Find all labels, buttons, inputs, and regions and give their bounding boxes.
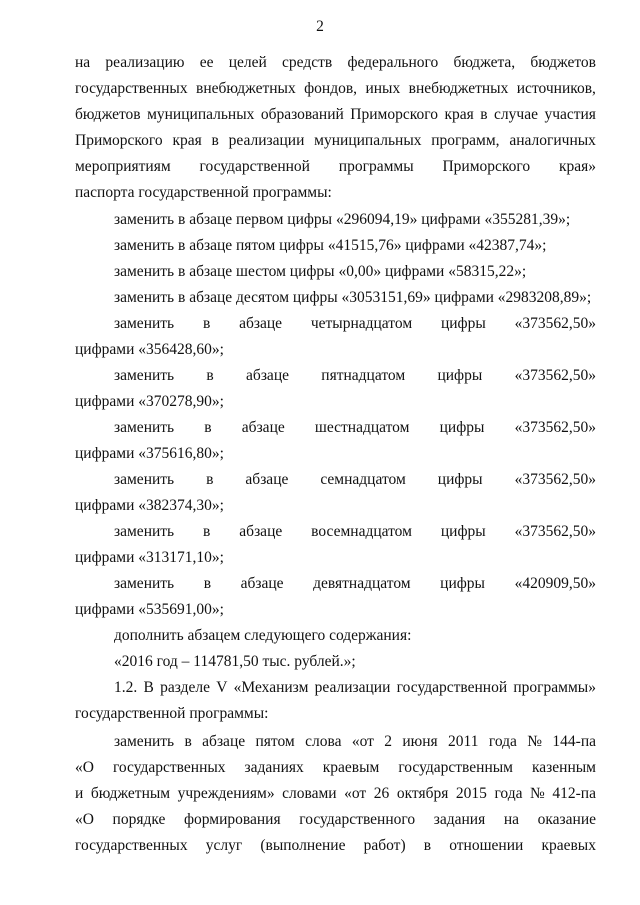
word: заменить (114, 575, 175, 592)
word: в (202, 315, 211, 332)
word: 144-па (552, 733, 596, 750)
word: «О (75, 759, 94, 776)
page-number: 2 (316, 18, 324, 35)
item-tail: цифрами «382374,30»; (75, 497, 224, 514)
word: в (211, 132, 219, 149)
word: края (444, 106, 474, 123)
text-line: государственной программы: (75, 705, 269, 722)
word: случае (494, 106, 538, 123)
word: 412-па (552, 785, 596, 802)
word: июня (402, 733, 438, 750)
item-line (114, 521, 596, 543)
word: абзаце (246, 367, 289, 384)
item-line (114, 313, 596, 335)
word: «373562,50» (514, 315, 596, 332)
item-line (114, 469, 596, 491)
word: аналогичных (509, 132, 596, 149)
item-line (114, 417, 596, 439)
text-line (75, 835, 596, 857)
word: образований (260, 106, 344, 123)
item-tail: цифрами «356428,60»; (75, 341, 224, 358)
word: пятом (255, 733, 295, 750)
word: на (503, 811, 519, 828)
text-line (75, 78, 596, 100)
word: словами (282, 785, 337, 802)
word: отношении (449, 837, 524, 854)
word: заменить (114, 367, 175, 384)
word: реализации (314, 679, 391, 696)
word: краевым (322, 759, 380, 776)
word: слова (305, 733, 342, 750)
word: «373562,50» (514, 471, 596, 488)
word: 2 (384, 733, 393, 750)
item-tail: цифрами «535691,00»; (75, 601, 224, 618)
text-line (75, 783, 596, 805)
word: бюджета, (453, 54, 516, 71)
word: участия (544, 106, 596, 123)
word: № (530, 785, 545, 802)
word: абзаце (239, 315, 283, 332)
word: шестнадцатом (314, 419, 410, 436)
text-line (75, 757, 596, 779)
word: абзаце (202, 733, 246, 750)
text-line: паспорта государственной программы: (75, 184, 332, 201)
word: внебюджетных (196, 80, 296, 97)
word: (выполнение (260, 837, 346, 854)
word: в (206, 367, 214, 384)
word: Приморского (75, 132, 163, 149)
word: краевых (541, 837, 596, 854)
word: 2015 (455, 785, 487, 802)
word: 2011 (448, 733, 479, 750)
word: заменить (114, 315, 175, 332)
word: реализацию (105, 54, 185, 71)
word: государственной (396, 679, 508, 696)
word: порядке (112, 811, 166, 828)
word: Приморского (350, 106, 438, 123)
word: заменить (114, 419, 175, 436)
word: программы (338, 158, 414, 175)
word: программ, (431, 132, 500, 149)
word: В (143, 679, 154, 696)
word: «от (344, 785, 367, 802)
word: государственных (75, 80, 188, 97)
word: в (206, 471, 214, 488)
word: цифры (440, 523, 486, 540)
word: бюджетным (90, 785, 171, 802)
year-line: «2016 год – 114781,50 тыс. рублей.»; (114, 653, 356, 670)
section-heading-line (114, 677, 596, 699)
word: в (480, 106, 488, 123)
word: 1.2. (114, 679, 138, 696)
text-line (75, 130, 596, 152)
word: в (203, 523, 211, 540)
word: V (216, 679, 228, 696)
word: бюджетов (75, 106, 141, 123)
word: «373562,50» (514, 419, 596, 436)
word: внебюджетных (408, 80, 509, 97)
word: задания (433, 811, 486, 828)
word: формирования (183, 811, 281, 828)
word: государственным (398, 759, 513, 776)
word: в (423, 837, 432, 854)
word: ее (199, 54, 214, 71)
word: в (203, 575, 212, 592)
word: муниципальных (314, 132, 422, 149)
word: реализации (228, 132, 305, 149)
word: абзаце (245, 471, 289, 488)
word: разделе (160, 679, 210, 696)
word: 26 (373, 785, 390, 802)
word: в (184, 733, 192, 750)
word: мероприятиям (75, 158, 171, 175)
text-line (75, 156, 596, 178)
word: государственных (75, 837, 188, 854)
word: края (172, 132, 202, 149)
text-line (75, 809, 596, 831)
word: средств (282, 54, 333, 71)
word: бюджетов (530, 54, 596, 71)
word: восемнадцатом (311, 523, 412, 540)
word: года (488, 733, 517, 750)
word: № (527, 733, 543, 750)
word: «от (351, 733, 374, 750)
text-line (114, 731, 596, 753)
word: заменить (114, 471, 175, 488)
word: программы» (513, 679, 596, 696)
item-line (114, 365, 596, 387)
word: края» (558, 158, 596, 175)
text-line (75, 52, 596, 74)
word: заданиях (244, 759, 304, 776)
text-line (75, 104, 596, 126)
word: целей (228, 54, 267, 71)
word: федерального (347, 54, 439, 71)
word: «Механизм (233, 679, 309, 696)
word: заменить (114, 523, 175, 540)
word: «О (75, 811, 94, 828)
word: девятнадцатом (313, 575, 411, 592)
word: «373562,50» (514, 523, 596, 540)
item-line: заменить в абзаце десятом цифры «3053151,69» цифрами «2983208,89»; (114, 289, 592, 306)
word: на (75, 54, 91, 71)
item-tail: цифрами «370278,90»; (75, 393, 224, 410)
word: «373562,50» (514, 367, 596, 384)
word: заменить (114, 733, 175, 750)
item-line: заменить в абзаце шестом цифры «0,00» цифрами «58315,22»; (114, 263, 527, 280)
item-tail: цифрами «313171,10»; (75, 549, 224, 566)
item-tail: цифрами «375616,80»; (75, 445, 224, 462)
word: работ) (363, 837, 406, 854)
word: и (75, 785, 84, 802)
word: государственного (299, 811, 416, 828)
word: муниципальных (147, 106, 255, 123)
word: оказание (537, 811, 596, 828)
word: цифры (439, 419, 485, 436)
word: фондов, (304, 80, 358, 97)
word: цифры (437, 471, 483, 488)
word: абзаце (240, 575, 284, 592)
word: четырнадцатом (310, 315, 413, 332)
word: абзаце (239, 523, 283, 540)
word: октября (396, 785, 449, 802)
word: «420909,50» (514, 575, 596, 592)
word: услуг (205, 837, 243, 854)
word: цифры (437, 367, 483, 384)
word: казенным (531, 759, 596, 776)
word: цифры (440, 315, 486, 332)
word: в (204, 419, 212, 436)
word: цифры (440, 575, 485, 592)
word: иных (365, 80, 401, 97)
item-line (114, 573, 596, 595)
word: источников, (516, 80, 596, 97)
item-line: заменить в абзаце пятом цифры «41515,76» цифрами «42387,74»; (114, 237, 547, 254)
supplement-line: дополнить абзацем следующего содержания: (114, 627, 412, 644)
word: года (494, 785, 523, 802)
word: пятнадцатом (321, 367, 406, 384)
word: государственной (199, 158, 310, 175)
item-line: заменить в абзаце первом цифры «296094,19» цифрами «355281,39»; (114, 211, 571, 228)
word: абзаце (241, 419, 285, 436)
word: государственных (112, 759, 226, 776)
word: Приморского (442, 158, 531, 175)
word: семнадцатом (320, 471, 406, 488)
word: учреждениям» (177, 785, 275, 802)
